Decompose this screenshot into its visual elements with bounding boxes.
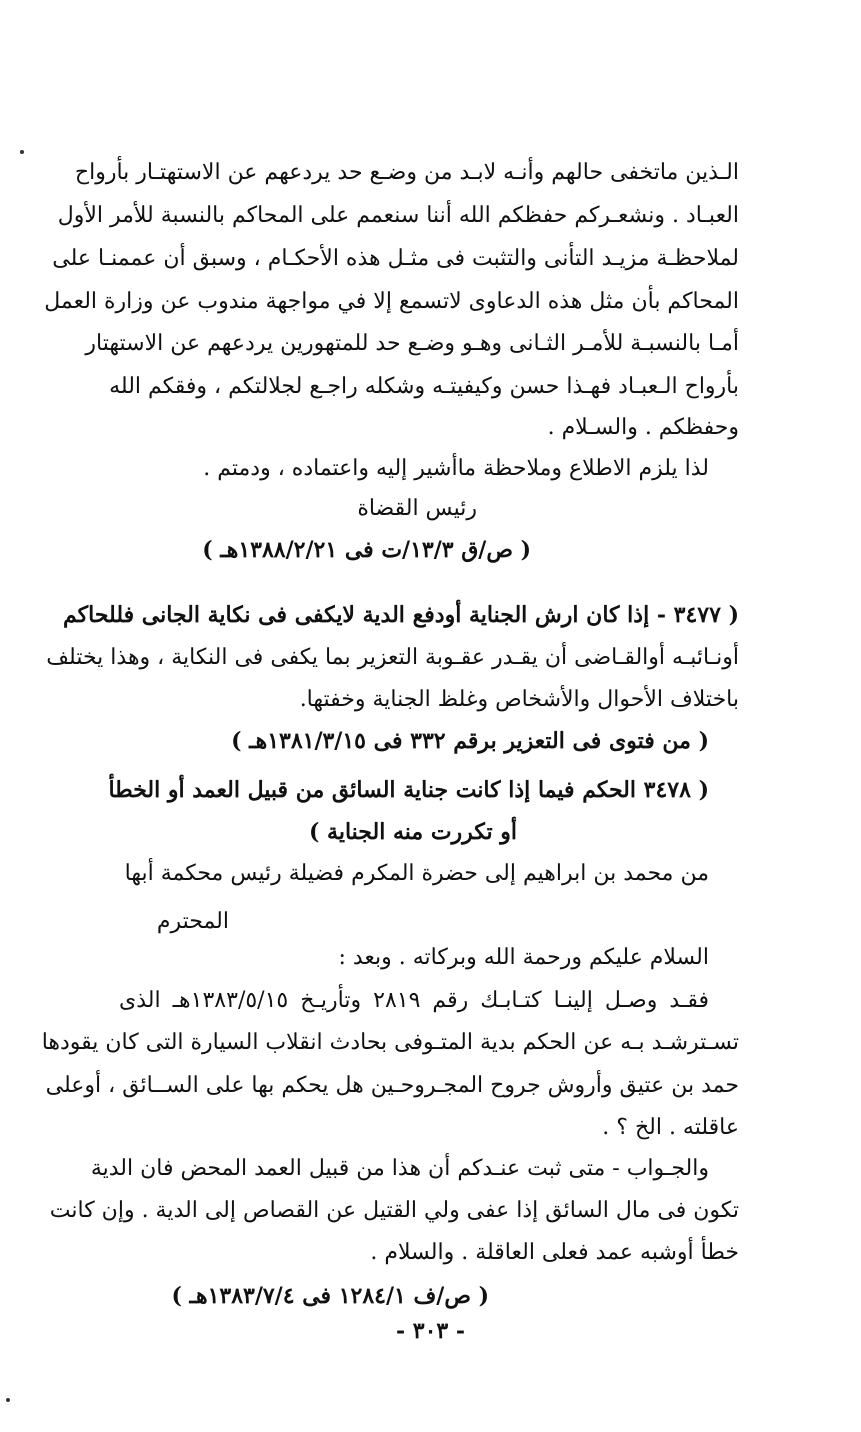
letter-body-line-3: حمد بن عتيق وأروش جروح المجـروحـين هل يحكم بها على الســائق ، أوعلى bbox=[45, 1073, 739, 1098]
text-line-8: لذا يلزم الاطلاع وملاحظة ماأشير إليه واعتماده ، ودمتم . bbox=[203, 456, 709, 481]
letter-greeting: السلام عليكم ورحمة الله وبركاته . وبعد : bbox=[338, 945, 709, 970]
text-line-2: العبـاد . ونشعـركم حفظكم الله أننا سنعمم على المحاكم بالنسبة للأمر الأول bbox=[57, 203, 739, 228]
answer-line-2: تكون فى مال السائق إذا عفى ولي القتيل عن القصاص إلى الدية . وإن كانت bbox=[49, 1198, 739, 1223]
fatwa-3478-heading: ( ٣٤٧٨ الحكم فيما إذا كانت جناية السائق من قبيل العمد أو الخطأ bbox=[108, 777, 709, 803]
letter-body-line-4: عاقلته . الخ ؟ . bbox=[602, 1115, 739, 1140]
text-line-7: وحفظكم . والسـلام . bbox=[547, 415, 739, 440]
text-line-1: الـذين ماتخفى حالهم وأنـه لابـد من وضـع حد يردعهم عن الاستهتـار بأرواح bbox=[74, 160, 739, 185]
text-line-5: أمـا بالنسبـة للأمـر الثـانى وهـو وضـع حد للمتهورين يردعهم عن الاستهتار bbox=[85, 331, 739, 356]
text-line-4: المحاكم بأن مثل هذه الدعاوى لاتسمع إلا في مواجهة مندوب عن وزارة العمل bbox=[44, 289, 739, 314]
reference-2: ( من فتوى فى التعزير برقم ٣٣٢ فى ١٣٨١/٣/١٥هـ ) bbox=[231, 728, 709, 754]
scan-speck bbox=[20, 150, 24, 154]
signature-title: رئيس القضاة bbox=[357, 496, 477, 521]
letter-recipient-title: المحترم bbox=[156, 909, 229, 934]
letter-body-line-1: فقـد وصـل إلينـا كتـابـك رقم ٢٨١٩ وتأريـخ ١٣٨٣/٥/١٥هـ الذى bbox=[119, 988, 709, 1013]
fatwa-3477-line-3: باختلاف الأحوال والأشخاص وغلظ الجناية وخفتها. bbox=[299, 687, 739, 712]
answer-line-3: خطأ أوشبه عمد فعلى العاقلة . والسلام . bbox=[370, 1240, 739, 1265]
answer-line-1: والجـواب - متى ثبت عنـدكم أن هذا من قبيل العمد المحض فان الدية bbox=[90, 1156, 709, 1181]
scan-speck bbox=[6, 1398, 10, 1402]
text-line-6: بأرواح الـعبـاد فهـذا حسن وكيفيتـه وشكله راجـع لجلالتكم ، وفقكم الله bbox=[109, 374, 739, 399]
letter-body-line-2: تسـترشـد بـه عن الحكم بدية المتـوفى بحادث انقلاب السيارة التى كان يقودها bbox=[41, 1030, 739, 1055]
fatwa-3478-heading-continued: أو تكررت منه الجناية ) bbox=[308, 819, 517, 845]
fatwa-3477-line-1: ( ٣٤٧٧ - إذا كان ارش الجناية أودفع الدية لايكفى فى نكاية الجانى فللحاكم bbox=[63, 602, 739, 628]
fatwa-3477-line-2: أونـائبـه أوالقـاضى أن يقـدر عقـوبة التعزير بما يكفى فى النكاية ، وهذا يختلف bbox=[46, 645, 739, 670]
reference-3: ( ص/ف ١٢٨٤/١ فى ١٣٨٣/٧/٤هـ ) bbox=[171, 1283, 489, 1309]
text-line-3: لملاحظـة مزيـد التأنى والتثبت فى مثـل هذه الأحكـام ، وسبق أن عممنـا على bbox=[52, 246, 739, 271]
reference-1: ( ص/ق ١٣/٣/ت فى ١٣٨٨/٢/٢١هـ ) bbox=[202, 537, 531, 563]
page-number: - ٣٠٣ - bbox=[395, 1318, 466, 1344]
letter-sender-line: من محمد بن ابراهيم إلى حضرة المكرم فضيلة رئيس محكمة أبها bbox=[124, 861, 709, 886]
